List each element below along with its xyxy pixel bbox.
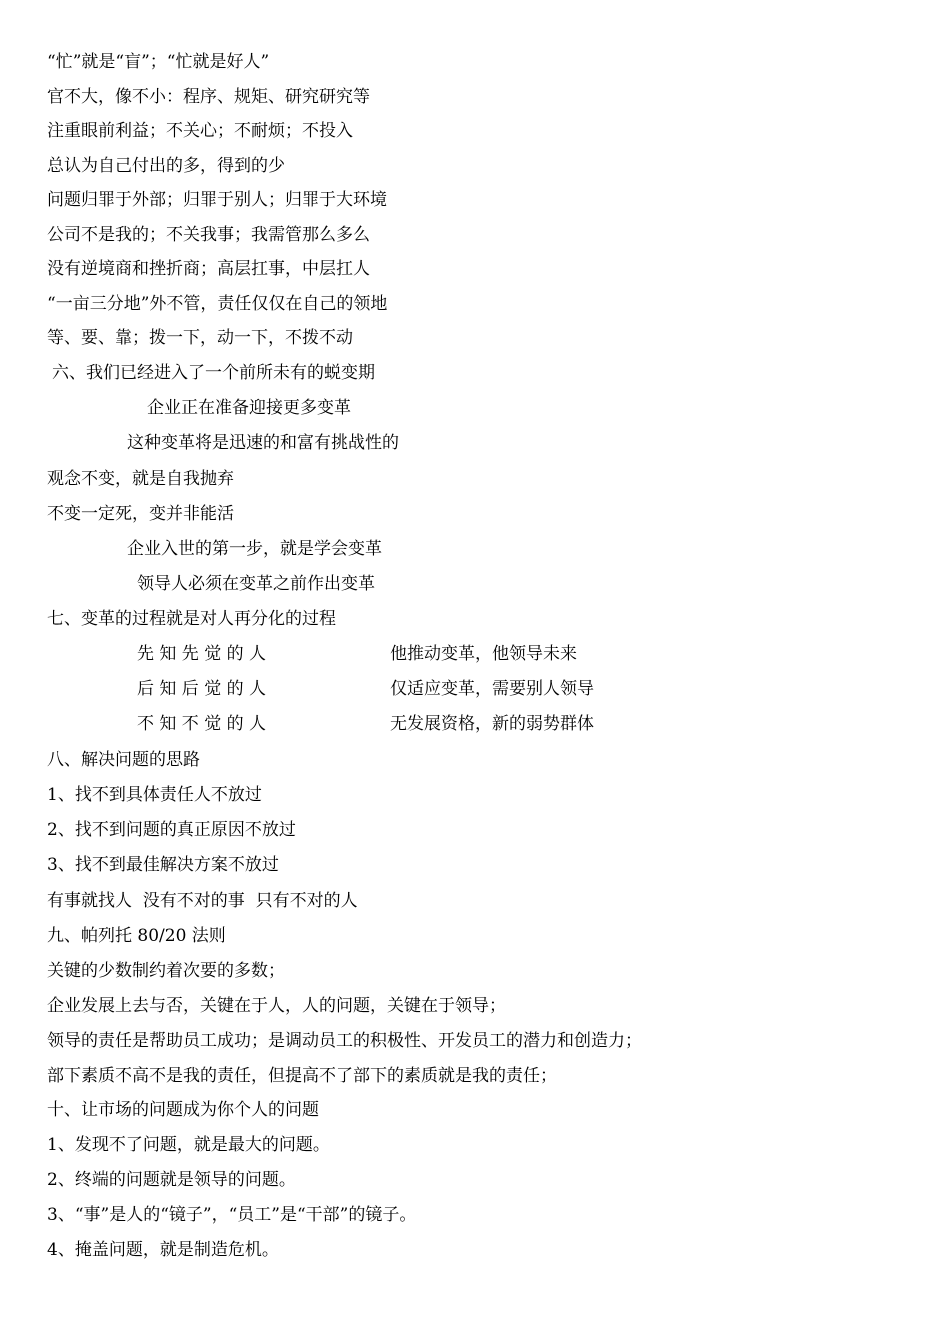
text-line: 2、终端的问题就是领导的问题。 (47, 1170, 296, 1190)
text-line: 官不大，像不小：程序、规矩、研究研究等 (47, 87, 370, 107)
text-line: 没有逆境商和挫折商；高层扛事，中层扛人 (47, 259, 370, 279)
table-cell-who: 不 知 不 觉 的 人 (137, 714, 267, 734)
text-line: 3、找不到最佳解决方案不放过 (47, 855, 279, 875)
text-line: 观念不变，就是自我抛弃 (47, 469, 234, 489)
text-line: 1、发现不了问题，就是最大的问题。 (47, 1135, 330, 1155)
text-line: 注重眼前利益；不关心；不耐烦；不投入 (47, 121, 353, 141)
section-heading: 六、我们已经进入了一个前所未有的蜕变期 (52, 363, 375, 383)
text-line: 等、要、靠；拨一下，动一下，不拨不动 (47, 328, 353, 348)
text-line: 2、找不到问题的真正原因不放过 (47, 820, 296, 840)
text-line: 问题归罪于外部；归罪于别人；归罪于大环境 (47, 190, 387, 210)
table-cell-who: 先 知 先 觉 的 人 (137, 644, 267, 664)
text-line: 这种变革将是迅速的和富有挑战性的 (127, 433, 399, 453)
text-line: 3、“事”是人的“镜子”，“员工”是“干部”的镜子。 (47, 1205, 417, 1225)
section-heading: 八、解决问题的思路 (47, 750, 200, 770)
text-line: 企业正在准备迎接更多变革 (147, 398, 351, 418)
table-cell-who: 后 知 后 觉 的 人 (137, 679, 267, 699)
text-line: 领导的责任是帮助员工成功；是调动员工的积极性、开发员工的潜力和创造力； (47, 1031, 642, 1051)
text-line: 关键的少数制约着次要的多数； (47, 961, 285, 981)
text-line: 不变一定死，变并非能活 (47, 504, 234, 524)
section-heading: 七、变革的过程就是对人再分化的过程 (47, 609, 336, 629)
text-line: 企业入世的第一步，就是学会变革 (127, 539, 382, 559)
text-line: 公司不是我的；不关我事；我需管那么多么 (47, 225, 370, 245)
text-line: 有事就找人 没有不对的事 只有不对的人 (47, 891, 358, 911)
text-line: 总认为自己付出的多，得到的少 (47, 156, 285, 176)
table-cell-desc: 仅适应变革，需要别人领导 (390, 679, 594, 699)
text-line: 4、掩盖问题，就是制造危机。 (47, 1240, 279, 1260)
section-heading: 十、让市场的问题成为你个人的问题 (47, 1100, 319, 1120)
text-line: “一亩三分地”外不管，责任仅仅在自己的领地 (47, 294, 388, 314)
table-cell-desc: 无发展资格，新的弱势群体 (390, 714, 594, 734)
text-line: “忙”就是“盲”；“忙就是好人” (47, 52, 270, 72)
text-line: 领导人必须在变革之前作出变革 (137, 574, 375, 594)
text-line: 企业发展上去与否，关键在于人，人的问题，关键在于领导； (47, 996, 506, 1016)
text-line: 1、找不到具体责任人不放过 (47, 785, 262, 805)
text-line: 部下素质不高不是我的责任，但提高不了部下的素质就是我的责任； (47, 1066, 557, 1086)
table-cell-desc: 他推动变革，他领导未来 (390, 644, 577, 664)
section-heading: 九、帕列托 80/20 法则 (47, 926, 226, 946)
